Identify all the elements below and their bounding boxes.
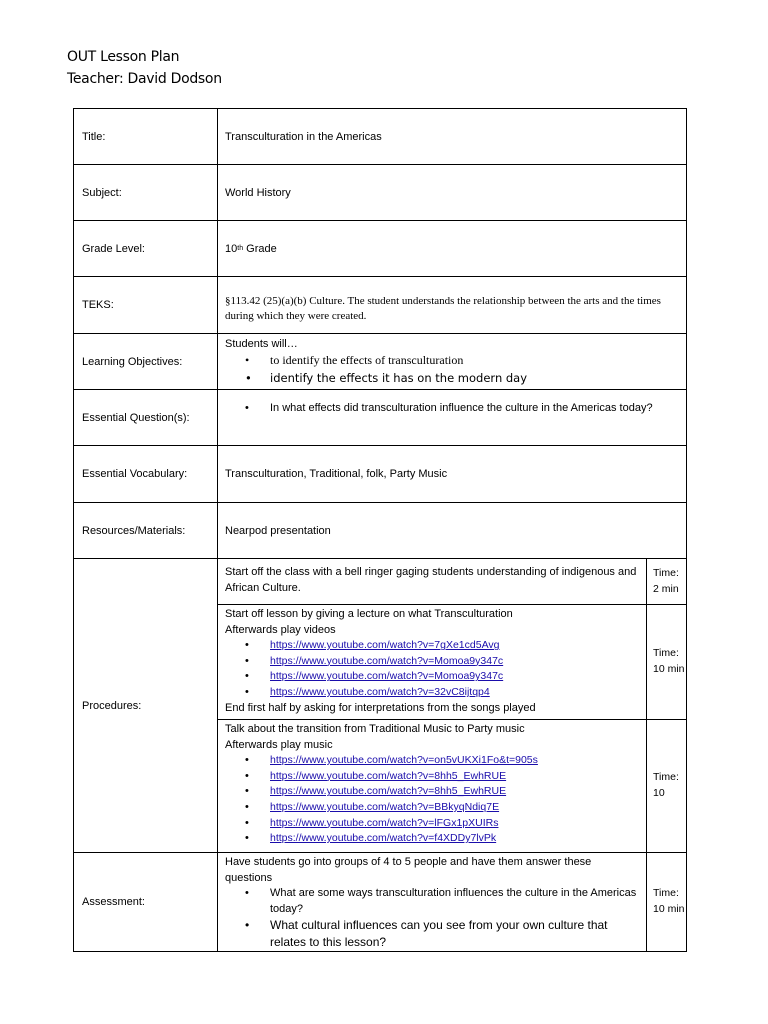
label-procedures: Procedures: xyxy=(74,559,218,852)
video-link[interactable]: https://www.youtube.com/watch?v=Momoa9y347c xyxy=(270,670,504,683)
document-title: OUT Lesson Plan xyxy=(67,49,180,65)
list-item: • What cultural influences can you see from your own culture that relates to this lesson? xyxy=(225,917,639,951)
row-subject xyxy=(74,165,687,221)
question-list xyxy=(225,402,653,414)
label-assessment: Assessment: xyxy=(74,853,218,951)
music-link[interactable]: https://www.youtube.com/watch?v=8hh5_EwhRUE xyxy=(270,769,507,782)
label-grade-level: Grade Level: xyxy=(74,221,218,276)
teacher-name: Teacher: David Dodson xyxy=(67,71,222,87)
value-teks: §113.42 (25)(a)(b) Culture. The student understands the relationship between the arts and the times during which they were created. xyxy=(218,277,687,333)
procedure-block xyxy=(218,720,687,852)
row-essential-vocabulary xyxy=(74,446,687,503)
list-item xyxy=(225,831,639,847)
music-link-list xyxy=(225,753,639,847)
procedure-line: Start off lesson by giving a lecture on what Transculturation xyxy=(225,608,513,620)
value-resources: Nearpod presentation xyxy=(218,503,687,558)
assessment-question-list xyxy=(225,886,639,951)
row-grade-level xyxy=(74,221,687,277)
music-link[interactable]: https://www.youtube.com/watch?v=8hh5_EwhRUE xyxy=(270,785,507,798)
row-assessment xyxy=(74,853,687,952)
value-subject: World History xyxy=(218,165,687,220)
label-title: Title: xyxy=(74,109,218,164)
music-link[interactable]: https://www.youtube.com/watch?v=on5vUKXi1Fo&t=905s xyxy=(270,754,538,767)
row-resources xyxy=(74,503,687,559)
procedure-block xyxy=(218,605,687,720)
label-resources: Resources/Materials: xyxy=(74,503,218,558)
procedure-body xyxy=(218,720,647,852)
procedure-time: Time: 10 min xyxy=(647,605,687,719)
grade-suffix: th xyxy=(237,245,244,252)
list-item xyxy=(225,800,639,816)
objectives-list xyxy=(225,351,527,387)
procedure-time: Time: 2 min xyxy=(647,559,687,604)
list-item: • identify the effects it has on the modern day xyxy=(225,369,527,387)
procedure-text: Start off the class with a bell ringer gaging students understanding of indigenous and African Culture. xyxy=(218,559,647,604)
procedures-content xyxy=(218,559,687,852)
music-link[interactable]: https://www.youtube.com/watch?v=f4XDDy7lvPk xyxy=(270,832,497,845)
label-essential-questions: Essential Question(s): xyxy=(74,390,218,445)
video-link-list xyxy=(225,638,639,700)
procedure-time: Time: 10 xyxy=(647,720,687,852)
list-item xyxy=(225,753,639,769)
row-title xyxy=(74,109,687,165)
procedure-line: Talk about the transition from Traditional Music to Party music xyxy=(225,723,525,735)
value-grade-level xyxy=(218,221,687,276)
music-link[interactable]: https://www.youtube.com/watch?v=lFGx1pXUIRs xyxy=(270,816,499,829)
video-link[interactable]: https://www.youtube.com/watch?v=7gXe1cd5Avg xyxy=(270,639,500,652)
label-subject: Subject: xyxy=(74,165,218,220)
assessment-body xyxy=(218,853,647,951)
label-essential-vocabulary: Essential Vocabulary: xyxy=(74,446,218,502)
list-item xyxy=(225,784,639,800)
assessment-content xyxy=(218,853,687,951)
procedure-line: Afterwards play music xyxy=(225,738,333,751)
music-link[interactable]: https://www.youtube.com/watch?v=BBkyqNdiq7E xyxy=(270,800,500,813)
list-item: • In what effects did transculturation influence the culture in the Americas today? xyxy=(225,402,653,414)
row-learning-objectives xyxy=(74,334,687,390)
row-essential-questions xyxy=(74,390,687,446)
assessment-time: Time: 10 min xyxy=(647,853,687,951)
value-title: Transculturation in the Americas xyxy=(218,109,687,164)
procedure-body xyxy=(218,605,647,719)
value-learning-objectives xyxy=(218,334,687,389)
list-item: • to identify the effects of transculturation xyxy=(225,351,527,369)
list-item xyxy=(225,638,639,654)
list-item: • What are some ways transculturation influences the culture in the Americas today? xyxy=(225,886,639,917)
grade-word: Grade xyxy=(243,242,277,255)
objectives-intro: Students will… xyxy=(225,337,298,350)
assessment-intro: Have students go into groups of 4 to 5 people and have them answer these questions xyxy=(225,856,592,884)
document-header xyxy=(67,46,222,90)
video-link[interactable]: https://www.youtube.com/watch?v=32vC8ijtqp4 xyxy=(270,685,490,698)
list-item xyxy=(225,769,639,785)
value-essential-questions xyxy=(218,390,687,445)
row-procedures xyxy=(74,559,687,853)
value-essential-vocabulary: Transculturation, Traditional, folk, Party Music xyxy=(218,446,687,502)
list-item xyxy=(225,654,639,670)
grade-number: 10 xyxy=(225,242,238,255)
assessment-block xyxy=(218,853,687,951)
list-item xyxy=(225,816,639,832)
list-item xyxy=(225,685,639,701)
list-item xyxy=(225,669,639,685)
video-link[interactable]: https://www.youtube.com/watch?v=Momoa9y347c xyxy=(270,654,504,667)
row-teks xyxy=(74,277,687,334)
label-learning-objectives: Learning Objectives: xyxy=(74,334,218,389)
procedure-line: Afterwards play videos xyxy=(225,623,336,636)
procedure-block xyxy=(218,559,687,605)
label-teks: TEKS: xyxy=(74,277,218,333)
procedure-line: End first half by asking for interpretations from the songs played xyxy=(225,701,536,714)
lesson-plan-table xyxy=(73,108,687,952)
